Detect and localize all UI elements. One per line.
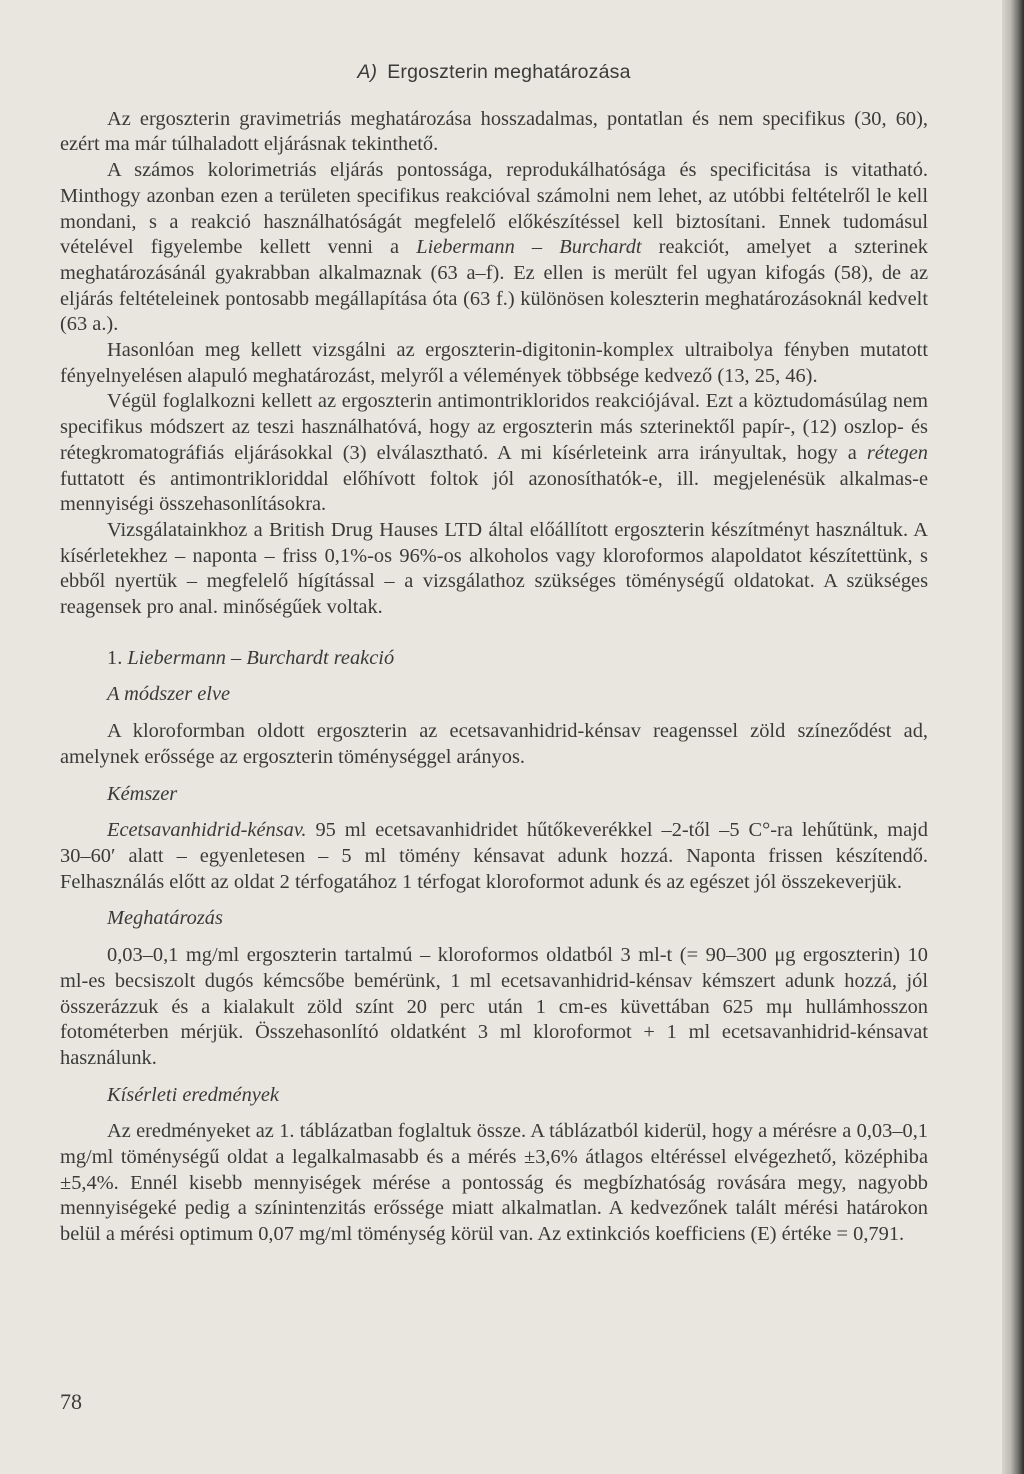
section-heading — [60, 60, 928, 86]
emphasis-text: rétegen — [866, 441, 928, 464]
page-edge-shadow — [1002, 0, 1024, 1474]
principle-heading: A módszer elve — [107, 683, 231, 706]
section-mark: A) — [357, 61, 378, 83]
method-heading: Meghatározás — [107, 907, 223, 930]
section-title: Ergoszterin meghatározása — [387, 61, 631, 83]
results-heading: Kísérleti eredmények — [107, 1083, 279, 1106]
document-body — [60, 60, 928, 1248]
subsection-title — [60, 646, 928, 672]
page-number: 78 — [60, 1389, 82, 1414]
results-text: Az eredményeket az 1. táblázatban foglaltuk össze. A táblázatból kiderül, hogy a mérésre a 0,03–0,1 mg/ml töménységű oldat a legalkalmasabb és a mérés ±3,6% átlagos eltéréssel elvégezhető, középhiba ±5,4%. Ennél kisebb mennyiségek mérése a pontosság és megbízhatóság rovására megy, nagyobb mennyiségeké pedig a színintenzitás erőssége miatt alkalmatlan. A kedvezőnek talált mérési határokon belül a mérési optimum 0,07 mg/ml töménység körül van. Az extinkciós koefficiens (E) értéke = 0,791. — [60, 1120, 928, 1246]
reagent-text — [60, 818, 928, 895]
text-run: 95 ml ecetsavanhidridet hűtőkeverékkel –2-től –5 C°-ra lehűtünk, majd 30–60′ alatt – egyenletesen – 5 ml tömény kénsavat adunk hozzá. Naponta frissen készítendő. Felhasználás előtt az oldat 2 térfogatához 1 térfogat kloroformot adunk és az egészet jól összekeverjük. — [60, 819, 928, 893]
method-text: 0,03–0,1 mg/ml ergoszterin tartalmú – kloroformos oldatból 3 ml-t (= 90–300 μg ergoszterin) 10 ml-es becsiszolt dugós kémcsőbe bemérünk, 1 ml ecetsavanhidrid-kénsav kémszert adunk hozzá, jól összerázzuk és a kialakult zöld színt 20 perc után 1 cm-es küvettában 625 mμ hullámhosszon fotométerben mérjük. Összehasonlító oldatként 3 ml kloroformot + 1 ml ecetsavanhidrid-kénsavat használunk. — [60, 944, 928, 1069]
paragraph-materials: Vizsgálatainkhoz a British Drug Hauses LTD által előállított ergoszterin készítményt használtuk. A kísérletekhez – naponta – friss 0,1%-os 96%-os alkoholos vagy kloroformos alapoldatot készítettünk, s ebből nyertük – megfelelő hígítással – a vizsgálathoz szükséges töménységű oldatokat. A szükséges reagensek pro anal. minőségűek voltak. — [60, 518, 928, 619]
text-run: futtatott és antimontrikloriddal előhívott foltok jól azonosíthatók-e, ill. megjelenésük alkalmas-e mennyiségi összehasonlításokra. — [60, 467, 928, 516]
paragraph-digitonin: Hasonlóan meg kellett vizsgálni az ergoszterin-digitonin-komplex ultraibolya fényben mutatott fényelnyelésen alapuló meghatározást, melyről a vélemények többsége kedvező (13, 25, 46). — [60, 339, 928, 387]
paragraph-antimony — [60, 389, 928, 518]
subsection-name: Liebermann – Burchardt reakció — [127, 646, 395, 669]
author-names: Liebermann – Burchardt — [416, 236, 642, 259]
reagent-heading: Kémszer — [107, 782, 178, 805]
paragraph-colorimetric — [60, 158, 928, 338]
text-run: Végül foglalkozni kellett az ergoszterin antimontrikloridos reakciójával. Ezt a köztudomásúlag nem specifikus módszert az teszi használhatóvá, hogy az ergoszterin más szterinektől papír-, (12) oszlop- és rétegkromatográfiás eljárásokkal (3) elválasztható. A mi kísérleteink arra irányultak, hogy a — [60, 390, 928, 464]
paragraph-gravimetric: Az ergoszterin gravimetriás meghatározása hosszadalmas, pontatlan és nem specifikus (30, 60), ezért ma már túlhaladott eljárásnak tekinthető. — [60, 107, 928, 156]
subsection-number: 1. — [107, 646, 123, 669]
principle-text: A kloroformban oldott ergoszterin az ecetsavanhidrid-kénsav reagenssel zöld színeződést ad, amelynek erőssége az ergoszterin töménységgel arányos. — [60, 720, 928, 768]
reagent-name: Ecetsavanhidrid-kénsav. — [107, 819, 307, 842]
text-run: reakciót, amelyet a szterinek meghatározásánál gyakrabban alkalmaznak (63 a–f). Ez ellen is merült fel ugyan kifogás (58), de az eljárás feltételeinek pontosabb megállapítása óta (63 f.) különösen koleszterin meghatározásoknál kedvelt (63 a.). — [60, 236, 929, 336]
text-run: A számos kolorimetriás eljárás pontossága, reprodukálhatósága és specificitása is vitatható. Minthogy azonban ezen a területen specifikus reakcióval számolni nem lehet, az utóbbi feltételről le kell mondani, s a reakció használhatóságát megfelelő előkészítéssel kell biztosítani. Ennek tudomásul vételével figyelembe kellett venni a — [60, 159, 928, 259]
